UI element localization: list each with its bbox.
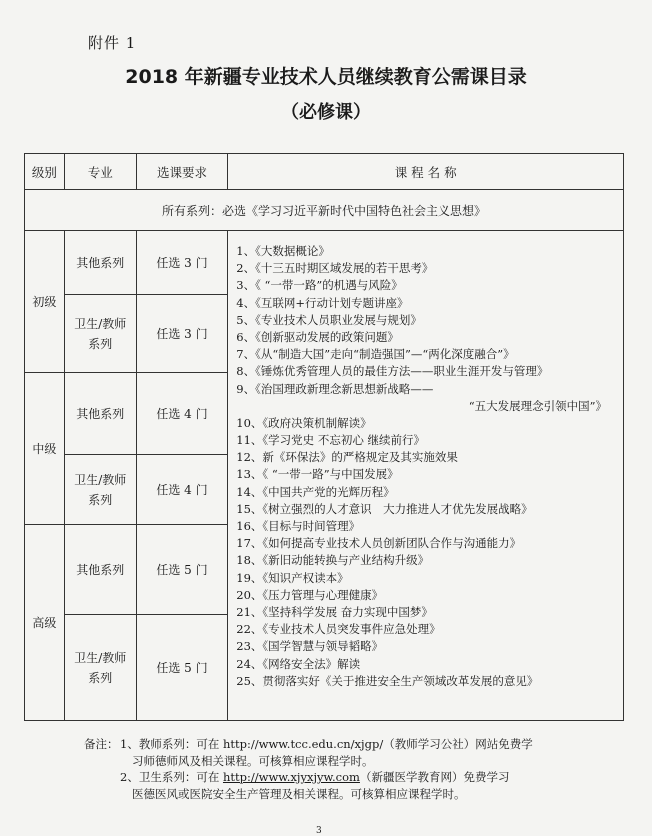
course-list-cell	[228, 231, 624, 721]
major-line: 卫生/教师	[74, 650, 127, 665]
course-catalog-table	[24, 153, 624, 721]
list-item: 2、《十三五时期区域发展的若干思考》	[236, 261, 434, 276]
list-item: 3、《 “一带一路”的机遇与风险》	[236, 278, 403, 293]
list-item: 1、《大数据概论》	[236, 244, 330, 258]
list-item: 11、《学习党史 不忘初心 继续前行》	[236, 433, 425, 448]
list-item: 15、《树立强烈的人才意识 大力推进人才优先发展战略》	[236, 501, 533, 516]
major-line: 卫生/教师	[74, 316, 127, 331]
note-item	[84, 769, 624, 786]
header-requirement: 选课要求	[136, 154, 228, 190]
attachment-label: 附件 1	[88, 34, 137, 52]
major-cell	[64, 615, 136, 721]
teacher-site-url: http://www.tcc.edu.cn/xjgp/	[222, 737, 384, 751]
major-line: 系列	[88, 336, 113, 351]
major-cell: 其他系列	[64, 231, 136, 295]
note-line: 习师德师风及相关课程。可核算相应课程学时。	[132, 753, 374, 768]
table-row	[25, 231, 624, 295]
list-item: 7、《从“制造大国”走向“制造强国”—“两化深度融合”》	[236, 347, 515, 362]
note-prefix: 1、教师系列：可在	[120, 737, 223, 751]
major-cell	[64, 455, 136, 525]
list-item: 5、《专业技术人员职业发展与规划》	[236, 312, 422, 327]
list-item: 20、《压力管理与心理健康》	[236, 587, 384, 602]
requirement-cell: 任选 4 门	[136, 455, 228, 525]
note-item	[84, 736, 624, 753]
list-item: 22、《专业技术人员突发事件应急处理》	[236, 622, 441, 637]
list-item: 12、新《环保法》的严格规定及其实施效果	[236, 450, 458, 465]
all-series-row	[25, 190, 624, 231]
course-list	[228, 231, 623, 690]
requirement-cell: 任选 3 门	[136, 231, 228, 295]
level-cell: 中级	[25, 373, 65, 525]
note-continuation	[84, 753, 624, 770]
requirement-cell: 任选 5 门	[136, 525, 228, 615]
document-subtitle: （必修课）	[281, 102, 371, 123]
list-item: 24、《网络安全法》解读	[236, 656, 361, 671]
major-cell	[64, 295, 136, 373]
note-prefix: 2、卫生系列：可在	[120, 770, 223, 784]
document-title: 2018 年新疆专业技术人员继续教育公需课目录	[125, 66, 527, 88]
note-continuation	[84, 786, 624, 803]
list-item: 10、《政府决策机制解读》	[236, 415, 372, 430]
all-series-requirement: 所有系列：必选《学习习近平新时代中国特色社会主义思想》	[25, 190, 624, 231]
header-major: 专业	[64, 154, 136, 190]
list-item: 23、《国学智慧与领导韬略》	[236, 639, 384, 654]
header-level: 级别	[25, 154, 65, 190]
notes-label: 备注：	[84, 737, 119, 751]
list-item: 16、《目标与时间管理》	[236, 519, 361, 533]
list-item-continuation: “五大发展理念引领中国”》	[468, 398, 607, 413]
list-item: 13、《 “一带一路”与中国发展》	[236, 467, 399, 482]
health-site-url: http://www.xjyxjyw.com	[222, 770, 360, 784]
list-item: 6、《创新驱动发展的政策问题》	[236, 329, 399, 344]
note-rest: （教师学习公社）网站免费学	[383, 737, 533, 751]
list-item: 19、《知识产权读本》	[236, 570, 349, 585]
list-item: 25、贯彻落实好《关于推进安全生产领域改革发展的意见》	[236, 673, 539, 688]
list-item: 8、《锤炼优秀管理人员的最佳方法——职业生涯开发与管理》	[236, 364, 549, 379]
level-cell: 高级	[25, 525, 65, 721]
major-line: 卫生/教师	[74, 472, 127, 487]
level-cell: 初级	[25, 231, 65, 373]
major-cell: 其他系列	[64, 373, 136, 455]
list-item: 14、《中国共产党的光辉历程》	[236, 484, 395, 499]
note-rest: （新疆医学教育网）免费学习	[359, 770, 510, 784]
major-line: 系列	[88, 492, 113, 507]
requirement-cell: 任选 4 门	[136, 373, 228, 455]
requirement-cell: 任选 5 门	[136, 615, 228, 721]
list-item: 4、《互联网+行动计划专题讲座》	[236, 295, 409, 310]
header-course-name: 课 程 名 称	[228, 154, 624, 190]
list-item: 9、《治国理政新理念新思想新战略——	[236, 381, 434, 396]
major-line: 系列	[88, 670, 113, 685]
table-header-row	[25, 154, 624, 190]
notes-section	[84, 736, 624, 802]
list-item: 18、《新旧动能转换与产业结构升级》	[236, 553, 430, 568]
note-line: 医德医风或医院安全生产管理及相关课程。可核算相应课程学时。	[132, 786, 466, 801]
page-number: 3	[316, 826, 322, 836]
requirement-cell: 任选 3 门	[136, 295, 228, 373]
major-cell: 其他系列	[64, 525, 136, 615]
list-item: 17、《如何提高专业技术人员创新团队合作与沟通能力》	[236, 536, 522, 551]
note-text	[120, 736, 533, 753]
list-item: 21、《坚持科学发展 奋力实现中国梦》	[236, 604, 433, 619]
